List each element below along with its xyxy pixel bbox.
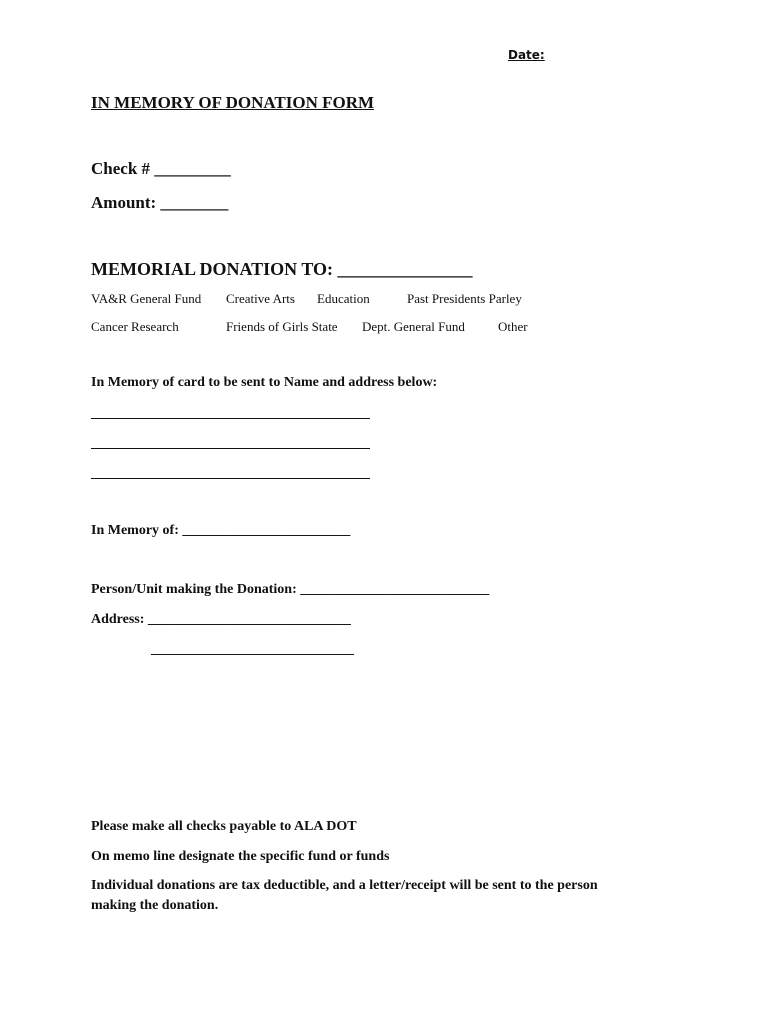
form-title: IN MEMORY OF DONATION FORM [91, 93, 375, 112]
recipient-line-1 [91, 418, 370, 419]
check-number-field: Check # _________ [91, 159, 231, 178]
date-label: Date: [508, 48, 545, 62]
fund-option-past-presidents-parley: Past Presidents Parley [407, 291, 522, 306]
recipient-line-3 [91, 478, 370, 479]
amount-field: Amount: ________ [91, 193, 229, 212]
fund-option-education: Education [317, 291, 370, 306]
fund-option-dept-general-fund: Dept. General Fund [362, 319, 465, 334]
tax-note-line-2: making the donation. [91, 898, 219, 913]
fund-option-other: Other [498, 319, 528, 334]
recipient-line-2 [91, 448, 370, 449]
fund-option-friends-of-girls-state: Friends of Girls State [226, 319, 338, 334]
fund-option-var-general: VA&R General Fund [91, 291, 202, 306]
person-unit-field: Person/Unit making the Donation: ___________________________ [91, 582, 490, 597]
fund-option-cancer-research: Cancer Research [91, 319, 179, 334]
in-memory-of-field: In Memory of: ________________________ [91, 523, 351, 538]
payable-note: Please make all checks payable to ALA DOT [91, 819, 357, 834]
fund-option-creative-arts: Creative Arts [226, 291, 295, 306]
memorial-donation-to-field: MEMORIAL DONATION TO: _______________ [91, 259, 473, 279]
address-field: Address: _____________________________ [91, 612, 351, 627]
memo-note: On memo line designate the specific fund or funds [91, 849, 390, 864]
tax-note-line-1: Individual donations are tax deductible, and a letter/receipt will be sent to the person [91, 878, 598, 893]
card-instruction: In Memory of card to be sent to Name and address below: [91, 375, 438, 390]
address-line-2: _____________________________ [151, 642, 354, 657]
